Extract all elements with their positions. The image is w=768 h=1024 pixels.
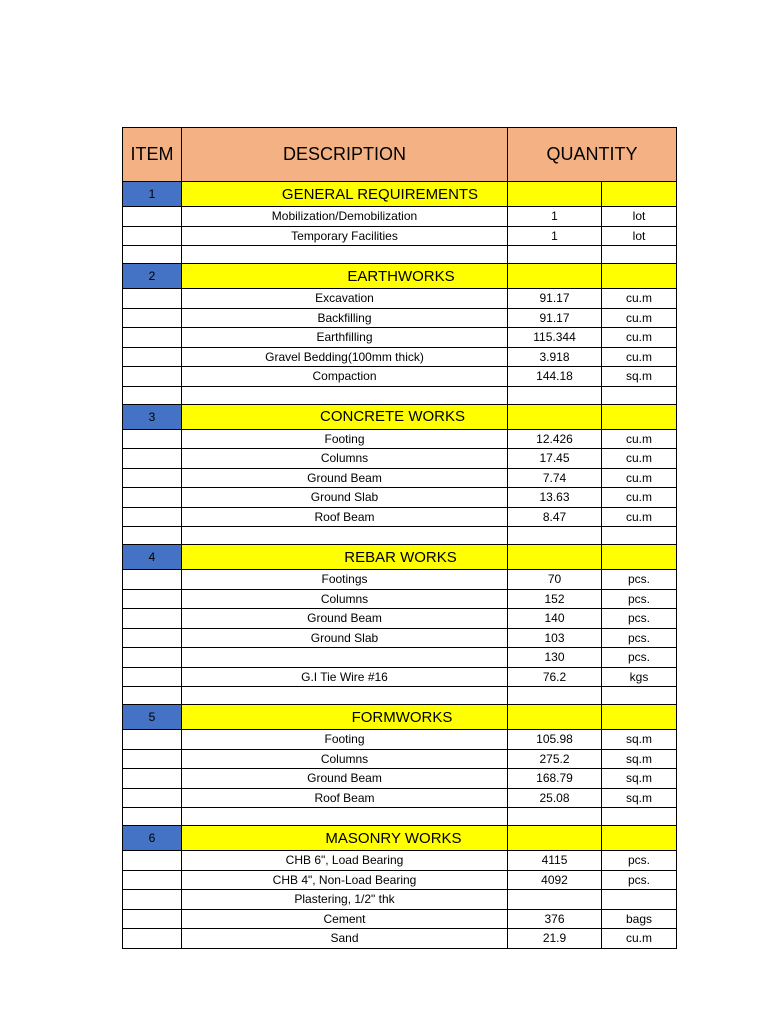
unit-cell: kgs bbox=[602, 667, 677, 687]
blank-cell bbox=[182, 808, 508, 826]
section-title: GENERAL REQUIREMENTS bbox=[182, 182, 508, 207]
description-cell: Excavation bbox=[182, 289, 508, 309]
blank-cell bbox=[508, 808, 602, 826]
item-cell bbox=[123, 207, 182, 227]
quantity-table-body bbox=[123, 128, 677, 949]
quantity-cell: 1 bbox=[508, 226, 602, 246]
description-cell: Gravel Bedding(100mm thick) bbox=[182, 347, 508, 367]
item-cell bbox=[123, 851, 182, 871]
quantity-cell: 168.79 bbox=[508, 769, 602, 789]
unit-cell bbox=[602, 890, 677, 910]
section-number: 3 bbox=[123, 404, 182, 429]
quantity-cell: 70 bbox=[508, 570, 602, 590]
table-row bbox=[123, 507, 677, 527]
table-row bbox=[123, 749, 677, 769]
section-quantity-cell bbox=[508, 404, 602, 429]
unit-cell: sq.m bbox=[602, 730, 677, 750]
description-cell: Columns bbox=[182, 749, 508, 769]
item-cell bbox=[123, 788, 182, 808]
description-cell: Ground Slab bbox=[182, 628, 508, 648]
table-row bbox=[123, 289, 677, 309]
unit-cell: pcs. bbox=[602, 589, 677, 609]
quantity-cell: 144.18 bbox=[508, 367, 602, 387]
blank-cell bbox=[508, 246, 602, 264]
unit-cell: pcs. bbox=[602, 570, 677, 590]
blank-row bbox=[123, 246, 677, 264]
description-cell: Ground Beam bbox=[182, 468, 508, 488]
blank-cell bbox=[182, 527, 508, 545]
section-unit-cell bbox=[602, 404, 677, 429]
section-quantity-cell bbox=[508, 182, 602, 207]
section-header-row bbox=[123, 705, 677, 730]
item-cell bbox=[123, 749, 182, 769]
description-cell: Cement bbox=[182, 909, 508, 929]
blank-cell bbox=[602, 246, 677, 264]
quantity-cell: 13.63 bbox=[508, 488, 602, 508]
section-header-row bbox=[123, 404, 677, 429]
blank-cell bbox=[508, 386, 602, 404]
table-row bbox=[123, 367, 677, 387]
section-quantity-cell bbox=[508, 545, 602, 570]
table-row bbox=[123, 308, 677, 328]
description-cell: Footing bbox=[182, 429, 508, 449]
section-quantity-cell bbox=[508, 264, 602, 289]
blank-row bbox=[123, 687, 677, 705]
section-header-row bbox=[123, 826, 677, 851]
quantity-cell: 3.918 bbox=[508, 347, 602, 367]
blank-cell bbox=[182, 687, 508, 705]
table-row bbox=[123, 769, 677, 789]
item-cell bbox=[123, 429, 182, 449]
table-row bbox=[123, 449, 677, 469]
blank-cell bbox=[508, 687, 602, 705]
item-cell bbox=[123, 289, 182, 309]
section-unit-cell bbox=[602, 545, 677, 570]
item-cell bbox=[123, 890, 182, 910]
item-cell bbox=[123, 628, 182, 648]
quantity-cell: 4092 bbox=[508, 870, 602, 890]
unit-cell: cu.m bbox=[602, 449, 677, 469]
quantity-cell: 376 bbox=[508, 909, 602, 929]
blank-cell bbox=[182, 246, 508, 264]
unit-cell: bags bbox=[602, 909, 677, 929]
unit-cell: cu.m bbox=[602, 328, 677, 348]
item-cell bbox=[123, 609, 182, 629]
table-row bbox=[123, 730, 677, 750]
table-row bbox=[123, 870, 677, 890]
section-number: 4 bbox=[123, 545, 182, 570]
blank-row bbox=[123, 386, 677, 404]
item-cell bbox=[123, 328, 182, 348]
unit-cell: cu.m bbox=[602, 347, 677, 367]
quantity-cell bbox=[508, 890, 602, 910]
table-row bbox=[123, 890, 677, 910]
item-cell bbox=[123, 488, 182, 508]
item-cell bbox=[123, 870, 182, 890]
unit-cell: sq.m bbox=[602, 769, 677, 789]
table-row bbox=[123, 488, 677, 508]
quantity-cell: 8.47 bbox=[508, 507, 602, 527]
unit-cell: cu.m bbox=[602, 488, 677, 508]
description-cell: Columns bbox=[182, 589, 508, 609]
blank-cell bbox=[123, 808, 182, 826]
quantity-cell: 130 bbox=[508, 648, 602, 668]
description-cell: Ground Beam bbox=[182, 609, 508, 629]
unit-cell: sq.m bbox=[602, 788, 677, 808]
unit-cell: lot bbox=[602, 226, 677, 246]
quantity-cell: 115.344 bbox=[508, 328, 602, 348]
quantity-cell: 91.17 bbox=[508, 308, 602, 328]
table-row bbox=[123, 667, 677, 687]
section-unit-cell bbox=[602, 264, 677, 289]
quantity-cell: 12.426 bbox=[508, 429, 602, 449]
quantity-cell: 7.74 bbox=[508, 468, 602, 488]
section-number: 5 bbox=[123, 705, 182, 730]
item-cell bbox=[123, 347, 182, 367]
table-row bbox=[123, 609, 677, 629]
unit-cell: cu.m bbox=[602, 289, 677, 309]
item-cell bbox=[123, 589, 182, 609]
unit-cell: cu.m bbox=[602, 308, 677, 328]
description-cell: Temporary Facilities bbox=[182, 226, 508, 246]
section-title: MASONRY WORKS bbox=[182, 826, 508, 851]
blank-cell bbox=[123, 246, 182, 264]
section-title: CONCRETE WORKS bbox=[182, 404, 508, 429]
unit-cell: lot bbox=[602, 207, 677, 227]
blank-row bbox=[123, 527, 677, 545]
quantity-cell: 4115 bbox=[508, 851, 602, 871]
unit-cell: cu.m bbox=[602, 468, 677, 488]
table-row bbox=[123, 468, 677, 488]
section-quantity-cell bbox=[508, 826, 602, 851]
quantity-cell: 105.98 bbox=[508, 730, 602, 750]
blank-cell bbox=[602, 687, 677, 705]
section-header-row bbox=[123, 182, 677, 207]
blank-cell bbox=[602, 808, 677, 826]
header-row bbox=[123, 128, 677, 182]
section-quantity-cell bbox=[508, 705, 602, 730]
table-row bbox=[123, 347, 677, 367]
table-row bbox=[123, 226, 677, 246]
quantity-cell: 25.08 bbox=[508, 788, 602, 808]
section-unit-cell bbox=[602, 826, 677, 851]
description-cell: Roof Beam bbox=[182, 507, 508, 527]
unit-cell: pcs. bbox=[602, 628, 677, 648]
description-cell: Backfilling bbox=[182, 308, 508, 328]
blank-cell bbox=[182, 386, 508, 404]
item-cell bbox=[123, 909, 182, 929]
quantity-cell: 275.2 bbox=[508, 749, 602, 769]
section-number: 6 bbox=[123, 826, 182, 851]
header-description: DESCRIPTION bbox=[182, 128, 508, 182]
section-title: FORMWORKS bbox=[182, 705, 508, 730]
blank-cell bbox=[123, 386, 182, 404]
unit-cell: pcs. bbox=[602, 648, 677, 668]
unit-cell: sq.m bbox=[602, 367, 677, 387]
table-row bbox=[123, 207, 677, 227]
section-header-row bbox=[123, 545, 677, 570]
table-row bbox=[123, 909, 677, 929]
description-cell bbox=[182, 648, 508, 668]
quantity-cell: 21.9 bbox=[508, 929, 602, 949]
blank-row bbox=[123, 808, 677, 826]
table-row bbox=[123, 589, 677, 609]
unit-cell: pcs. bbox=[602, 609, 677, 629]
section-header-row bbox=[123, 264, 677, 289]
description-cell: Footing bbox=[182, 730, 508, 750]
description-cell: Roof Beam bbox=[182, 788, 508, 808]
description-cell: CHB 6", Load Bearing bbox=[182, 851, 508, 871]
unit-cell: cu.m bbox=[602, 507, 677, 527]
quantity-cell: 1 bbox=[508, 207, 602, 227]
item-cell bbox=[123, 449, 182, 469]
blank-cell bbox=[508, 527, 602, 545]
item-cell bbox=[123, 667, 182, 687]
section-title: EARTHWORKS bbox=[182, 264, 508, 289]
item-cell bbox=[123, 468, 182, 488]
table-row bbox=[123, 648, 677, 668]
header-item: ITEM bbox=[123, 128, 182, 182]
quantity-cell: 91.17 bbox=[508, 289, 602, 309]
description-cell: Mobilization/Demobilization bbox=[182, 207, 508, 227]
table-row bbox=[123, 788, 677, 808]
item-cell bbox=[123, 367, 182, 387]
table-row bbox=[123, 628, 677, 648]
item-cell bbox=[123, 929, 182, 949]
unit-cell: sq.m bbox=[602, 749, 677, 769]
quantity-cell: 76.2 bbox=[508, 667, 602, 687]
item-cell bbox=[123, 730, 182, 750]
description-cell: Ground Slab bbox=[182, 488, 508, 508]
section-number: 1 bbox=[123, 182, 182, 207]
table-row bbox=[123, 929, 677, 949]
description-cell: Earthfilling bbox=[182, 328, 508, 348]
unit-cell: cu.m bbox=[602, 429, 677, 449]
description-cell: Sand bbox=[182, 929, 508, 949]
item-cell bbox=[123, 570, 182, 590]
table-row bbox=[123, 851, 677, 871]
section-unit-cell bbox=[602, 705, 677, 730]
blank-cell bbox=[123, 527, 182, 545]
description-cell: Plastering, 1/2" thk bbox=[182, 890, 508, 910]
quantity-table bbox=[122, 127, 677, 949]
item-cell bbox=[123, 507, 182, 527]
description-cell: G.I Tie Wire #16 bbox=[182, 667, 508, 687]
quantity-cell: 103 bbox=[508, 628, 602, 648]
table-row bbox=[123, 570, 677, 590]
section-title: REBAR WORKS bbox=[182, 545, 508, 570]
blank-cell bbox=[602, 527, 677, 545]
description-cell: Ground Beam bbox=[182, 769, 508, 789]
description-cell: Footings bbox=[182, 570, 508, 590]
item-cell bbox=[123, 769, 182, 789]
item-cell bbox=[123, 226, 182, 246]
quantity-cell: 152 bbox=[508, 589, 602, 609]
section-number: 2 bbox=[123, 264, 182, 289]
item-cell bbox=[123, 648, 182, 668]
table-row bbox=[123, 328, 677, 348]
blank-cell bbox=[123, 687, 182, 705]
unit-cell: pcs. bbox=[602, 870, 677, 890]
blank-cell bbox=[602, 386, 677, 404]
description-cell: Compaction bbox=[182, 367, 508, 387]
description-cell: CHB 4", Non-Load Bearing bbox=[182, 870, 508, 890]
unit-cell: cu.m bbox=[602, 929, 677, 949]
description-cell: Columns bbox=[182, 449, 508, 469]
section-unit-cell bbox=[602, 182, 677, 207]
quantity-cell: 17.45 bbox=[508, 449, 602, 469]
item-cell bbox=[123, 308, 182, 328]
unit-cell: pcs. bbox=[602, 851, 677, 871]
quantity-cell: 140 bbox=[508, 609, 602, 629]
table-row bbox=[123, 429, 677, 449]
header-quantity: QUANTITY bbox=[508, 128, 677, 182]
